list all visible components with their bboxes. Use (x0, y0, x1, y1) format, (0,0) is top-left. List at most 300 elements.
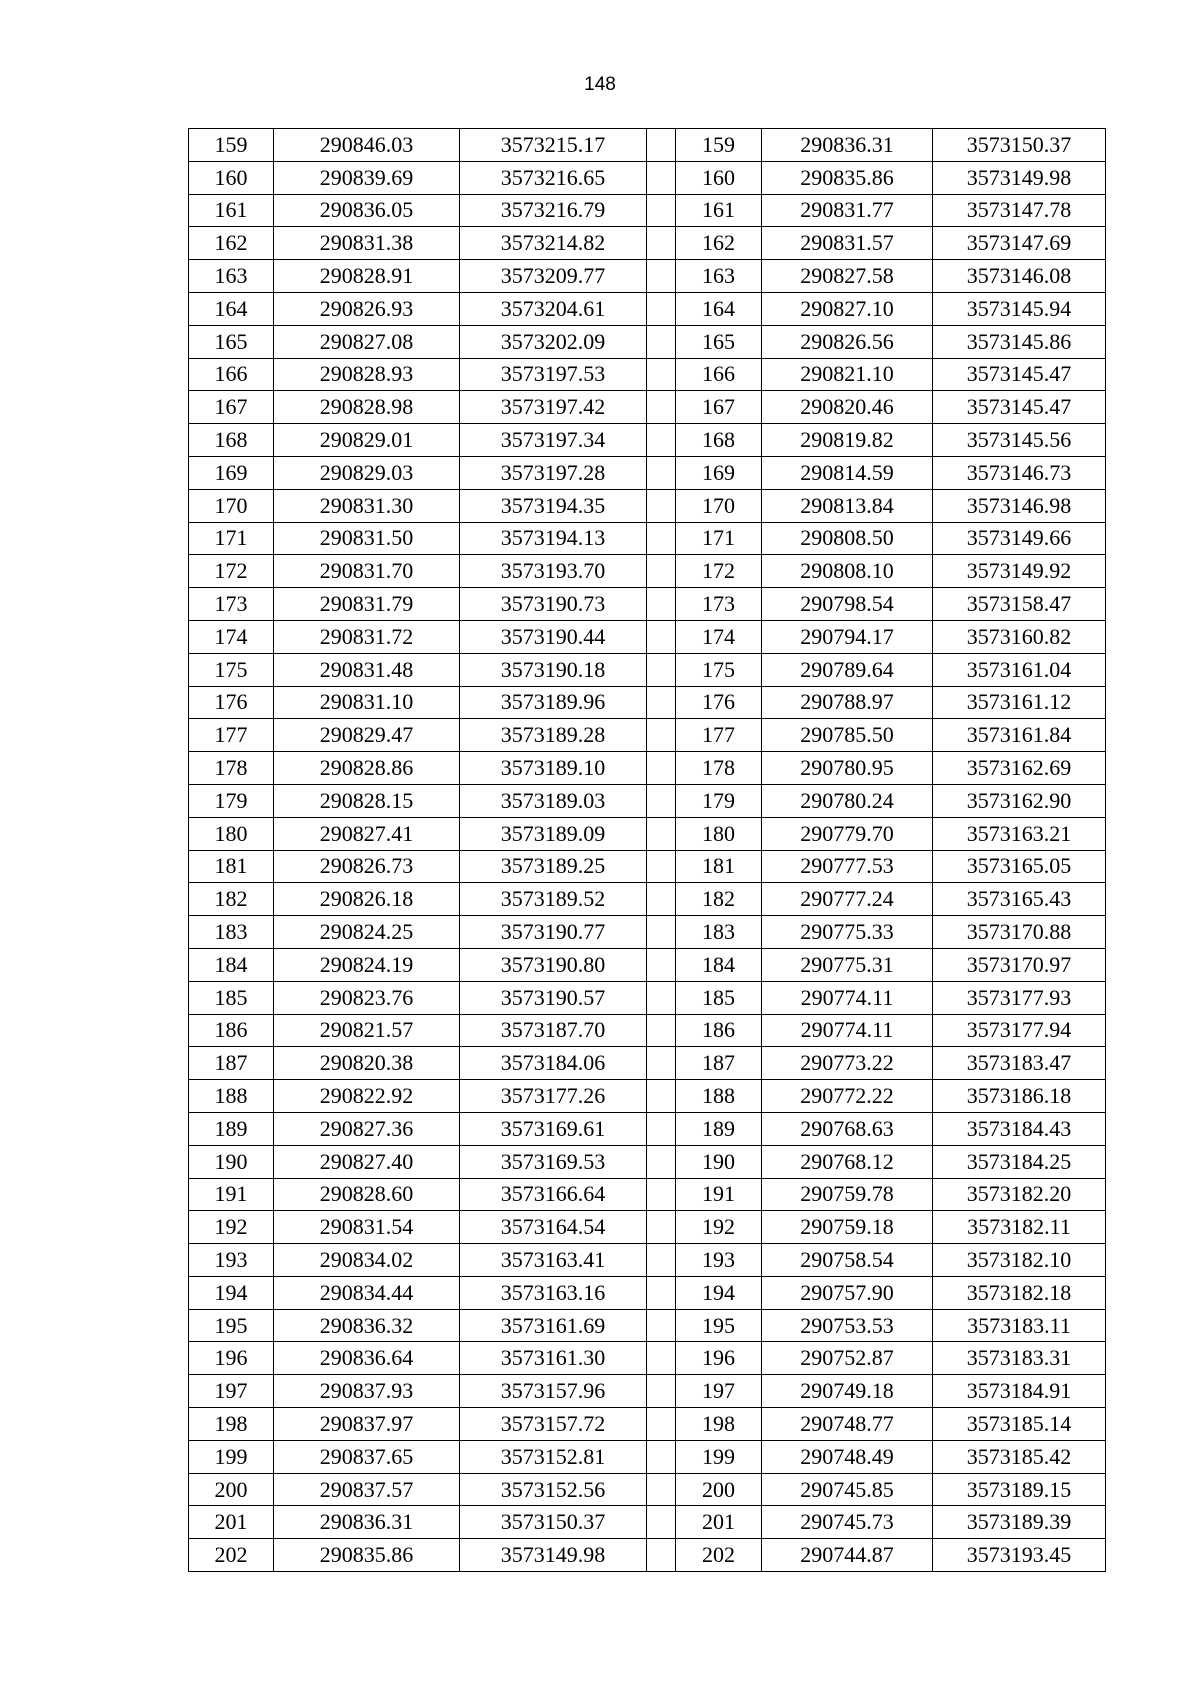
right-x-coordinate-cell: 290788.97 (762, 686, 933, 719)
left-point-number-cell: 170 (189, 489, 274, 522)
left-point-number-cell: 187 (189, 1047, 274, 1080)
right-point-number-cell: 180 (676, 817, 762, 850)
left-point-number-cell: 197 (189, 1375, 274, 1408)
right-x-coordinate-cell: 290831.77 (762, 194, 933, 227)
left-x-coordinate-cell: 290826.18 (274, 883, 460, 916)
spacer-cell (647, 1178, 676, 1211)
spacer-cell (647, 358, 676, 391)
spacer-cell (647, 424, 676, 457)
right-point-number-cell: 159 (676, 129, 762, 162)
left-point-number-cell: 175 (189, 653, 274, 686)
left-y-coordinate-cell: 3573184.06 (460, 1047, 647, 1080)
spacer-cell (647, 489, 676, 522)
left-y-coordinate-cell: 3573194.13 (460, 522, 647, 555)
right-y-coordinate-cell: 3573170.97 (933, 948, 1106, 981)
table-row (189, 1506, 1106, 1539)
table-row (189, 883, 1106, 916)
spacer-cell (647, 129, 676, 162)
right-point-number-cell: 165 (676, 325, 762, 358)
left-point-number-cell: 189 (189, 1112, 274, 1145)
left-x-coordinate-cell: 290836.31 (274, 1506, 460, 1539)
table-row (189, 194, 1106, 227)
spacer-cell (647, 260, 676, 293)
left-point-number-cell: 195 (189, 1309, 274, 1342)
spacer-cell (647, 653, 676, 686)
table-row (189, 1375, 1106, 1408)
left-y-coordinate-cell: 3573161.30 (460, 1342, 647, 1375)
right-point-number-cell: 202 (676, 1539, 762, 1572)
left-point-number-cell: 192 (189, 1211, 274, 1244)
table-row (189, 948, 1106, 981)
coordinates-table (188, 128, 1106, 1572)
left-y-coordinate-cell: 3573177.26 (460, 1080, 647, 1113)
spacer-cell (647, 719, 676, 752)
right-y-coordinate-cell: 3573185.14 (933, 1408, 1106, 1441)
left-x-coordinate-cell: 290835.86 (274, 1539, 460, 1572)
spacer-cell (647, 161, 676, 194)
right-x-coordinate-cell: 290808.10 (762, 555, 933, 588)
left-x-coordinate-cell: 290837.93 (274, 1375, 460, 1408)
left-y-coordinate-cell: 3573150.37 (460, 1506, 647, 1539)
left-x-coordinate-cell: 290827.40 (274, 1145, 460, 1178)
right-y-coordinate-cell: 3573189.39 (933, 1506, 1106, 1539)
table-row (189, 752, 1106, 785)
right-y-coordinate-cell: 3573184.43 (933, 1112, 1106, 1145)
table-row (189, 1473, 1106, 1506)
right-y-coordinate-cell: 3573165.43 (933, 883, 1106, 916)
table-row (189, 1145, 1106, 1178)
right-x-coordinate-cell: 290749.18 (762, 1375, 933, 1408)
spacer-cell (647, 981, 676, 1014)
right-y-coordinate-cell: 3573147.78 (933, 194, 1106, 227)
table-row (189, 325, 1106, 358)
right-x-coordinate-cell: 290780.95 (762, 752, 933, 785)
right-point-number-cell: 184 (676, 948, 762, 981)
table-row (189, 1211, 1106, 1244)
right-x-coordinate-cell: 290768.63 (762, 1112, 933, 1145)
right-x-coordinate-cell: 290745.85 (762, 1473, 933, 1506)
right-y-coordinate-cell: 3573147.69 (933, 227, 1106, 260)
right-y-coordinate-cell: 3573160.82 (933, 620, 1106, 653)
left-x-coordinate-cell: 290836.05 (274, 194, 460, 227)
table-row (189, 358, 1106, 391)
right-point-number-cell: 193 (676, 1244, 762, 1277)
left-point-number-cell: 194 (189, 1276, 274, 1309)
left-point-number-cell: 171 (189, 522, 274, 555)
left-x-coordinate-cell: 290828.15 (274, 784, 460, 817)
right-y-coordinate-cell: 3573145.86 (933, 325, 1106, 358)
right-x-coordinate-cell: 290785.50 (762, 719, 933, 752)
right-y-coordinate-cell: 3573161.84 (933, 719, 1106, 752)
left-x-coordinate-cell: 290829.47 (274, 719, 460, 752)
right-y-coordinate-cell: 3573183.31 (933, 1342, 1106, 1375)
left-point-number-cell: 199 (189, 1440, 274, 1473)
left-point-number-cell: 193 (189, 1244, 274, 1277)
left-y-coordinate-cell: 3573190.73 (460, 588, 647, 621)
table-row (189, 620, 1106, 653)
right-point-number-cell: 167 (676, 391, 762, 424)
table-row (189, 1244, 1106, 1277)
table-row (189, 555, 1106, 588)
left-x-coordinate-cell: 290827.36 (274, 1112, 460, 1145)
right-y-coordinate-cell: 3573145.94 (933, 292, 1106, 325)
left-x-coordinate-cell: 290829.03 (274, 456, 460, 489)
left-y-coordinate-cell: 3573197.34 (460, 424, 647, 457)
right-x-coordinate-cell: 290813.84 (762, 489, 933, 522)
left-y-coordinate-cell: 3573163.16 (460, 1276, 647, 1309)
spacer-cell (647, 1440, 676, 1473)
right-y-coordinate-cell: 3573149.98 (933, 161, 1106, 194)
left-x-coordinate-cell: 290831.50 (274, 522, 460, 555)
left-x-coordinate-cell: 290834.02 (274, 1244, 460, 1277)
right-y-coordinate-cell: 3573177.94 (933, 1014, 1106, 1047)
right-y-coordinate-cell: 3573186.18 (933, 1080, 1106, 1113)
right-y-coordinate-cell: 3573163.21 (933, 817, 1106, 850)
left-x-coordinate-cell: 290831.48 (274, 653, 460, 686)
left-point-number-cell: 166 (189, 358, 274, 391)
right-x-coordinate-cell: 290814.59 (762, 456, 933, 489)
right-x-coordinate-cell: 290759.18 (762, 1211, 933, 1244)
left-point-number-cell: 168 (189, 424, 274, 457)
right-x-coordinate-cell: 290774.11 (762, 981, 933, 1014)
left-y-coordinate-cell: 3573190.57 (460, 981, 647, 1014)
table-row (189, 850, 1106, 883)
left-x-coordinate-cell: 290831.30 (274, 489, 460, 522)
right-point-number-cell: 196 (676, 1342, 762, 1375)
left-x-coordinate-cell: 290828.98 (274, 391, 460, 424)
left-y-coordinate-cell: 3573197.42 (460, 391, 647, 424)
right-y-coordinate-cell: 3573189.15 (933, 1473, 1106, 1506)
left-y-coordinate-cell: 3573189.09 (460, 817, 647, 850)
spacer-cell (647, 1309, 676, 1342)
table-row (189, 227, 1106, 260)
right-point-number-cell: 171 (676, 522, 762, 555)
right-y-coordinate-cell: 3573184.91 (933, 1375, 1106, 1408)
page-number: 148 (584, 74, 616, 95)
left-y-coordinate-cell: 3573164.54 (460, 1211, 647, 1244)
right-x-coordinate-cell: 290745.73 (762, 1506, 933, 1539)
spacer-cell (647, 1014, 676, 1047)
left-point-number-cell: 163 (189, 260, 274, 293)
right-point-number-cell: 183 (676, 916, 762, 949)
table-row (189, 1276, 1106, 1309)
right-point-number-cell: 189 (676, 1112, 762, 1145)
right-point-number-cell: 178 (676, 752, 762, 785)
right-x-coordinate-cell: 290758.54 (762, 1244, 933, 1277)
table-row (189, 1440, 1106, 1473)
right-x-coordinate-cell: 290772.22 (762, 1080, 933, 1113)
right-y-coordinate-cell: 3573162.90 (933, 784, 1106, 817)
table-row (189, 522, 1106, 555)
left-y-coordinate-cell: 3573189.03 (460, 784, 647, 817)
left-x-coordinate-cell: 290831.72 (274, 620, 460, 653)
spacer-cell (647, 686, 676, 719)
right-y-coordinate-cell: 3573149.92 (933, 555, 1106, 588)
right-y-coordinate-cell: 3573182.18 (933, 1276, 1106, 1309)
left-x-coordinate-cell: 290831.79 (274, 588, 460, 621)
table-row (189, 1080, 1106, 1113)
table-row (189, 161, 1106, 194)
left-point-number-cell: 173 (189, 588, 274, 621)
left-y-coordinate-cell: 3573209.77 (460, 260, 647, 293)
right-x-coordinate-cell: 290821.10 (762, 358, 933, 391)
left-x-coordinate-cell: 290837.65 (274, 1440, 460, 1473)
table-row (189, 260, 1106, 293)
right-y-coordinate-cell: 3573145.47 (933, 391, 1106, 424)
table-row (189, 981, 1106, 1014)
left-y-coordinate-cell: 3573189.52 (460, 883, 647, 916)
left-point-number-cell: 184 (189, 948, 274, 981)
spacer-cell (647, 391, 676, 424)
spacer-cell (647, 588, 676, 621)
right-y-coordinate-cell: 3573158.47 (933, 588, 1106, 621)
right-y-coordinate-cell: 3573161.12 (933, 686, 1106, 719)
left-point-number-cell: 179 (189, 784, 274, 817)
right-x-coordinate-cell: 290794.17 (762, 620, 933, 653)
left-x-coordinate-cell: 290837.97 (274, 1408, 460, 1441)
right-x-coordinate-cell: 290808.50 (762, 522, 933, 555)
right-y-coordinate-cell: 3573145.56 (933, 424, 1106, 457)
spacer-cell (647, 1080, 676, 1113)
left-point-number-cell: 178 (189, 752, 274, 785)
right-point-number-cell: 160 (676, 161, 762, 194)
coordinates-table-body (189, 129, 1106, 1572)
left-x-coordinate-cell: 290827.08 (274, 325, 460, 358)
table-row (189, 1342, 1106, 1375)
spacer-cell (647, 1375, 676, 1408)
left-y-coordinate-cell: 3573166.64 (460, 1178, 647, 1211)
left-y-coordinate-cell: 3573189.25 (460, 850, 647, 883)
left-x-coordinate-cell: 290826.93 (274, 292, 460, 325)
right-x-coordinate-cell: 290775.31 (762, 948, 933, 981)
right-point-number-cell: 198 (676, 1408, 762, 1441)
right-y-coordinate-cell: 3573165.05 (933, 850, 1106, 883)
table-row (189, 1178, 1106, 1211)
right-point-number-cell: 169 (676, 456, 762, 489)
right-point-number-cell: 187 (676, 1047, 762, 1080)
table-row (189, 489, 1106, 522)
right-x-coordinate-cell: 290836.31 (762, 129, 933, 162)
right-point-number-cell: 200 (676, 1473, 762, 1506)
table-row (189, 292, 1106, 325)
right-point-number-cell: 197 (676, 1375, 762, 1408)
left-x-coordinate-cell: 290836.64 (274, 1342, 460, 1375)
right-point-number-cell: 188 (676, 1080, 762, 1113)
right-y-coordinate-cell: 3573170.88 (933, 916, 1106, 949)
table-row (189, 424, 1106, 457)
left-y-coordinate-cell: 3573216.79 (460, 194, 647, 227)
right-point-number-cell: 161 (676, 194, 762, 227)
right-x-coordinate-cell: 290835.86 (762, 161, 933, 194)
left-y-coordinate-cell: 3573157.96 (460, 1375, 647, 1408)
left-x-coordinate-cell: 290823.76 (274, 981, 460, 1014)
right-point-number-cell: 163 (676, 260, 762, 293)
left-point-number-cell: 191 (189, 1178, 274, 1211)
left-x-coordinate-cell: 290821.57 (274, 1014, 460, 1047)
left-y-coordinate-cell: 3573216.65 (460, 161, 647, 194)
right-point-number-cell: 164 (676, 292, 762, 325)
right-point-number-cell: 168 (676, 424, 762, 457)
right-point-number-cell: 170 (676, 489, 762, 522)
left-x-coordinate-cell: 290828.86 (274, 752, 460, 785)
spacer-cell (647, 1244, 676, 1277)
table-row (189, 686, 1106, 719)
right-y-coordinate-cell: 3573162.69 (933, 752, 1106, 785)
spacer-cell (647, 883, 676, 916)
left-y-coordinate-cell: 3573152.81 (460, 1440, 647, 1473)
right-y-coordinate-cell: 3573161.04 (933, 653, 1106, 686)
right-y-coordinate-cell: 3573146.98 (933, 489, 1106, 522)
right-x-coordinate-cell: 290748.77 (762, 1408, 933, 1441)
right-y-coordinate-cell: 3573182.11 (933, 1211, 1106, 1244)
right-x-coordinate-cell: 290752.87 (762, 1342, 933, 1375)
right-y-coordinate-cell: 3573182.20 (933, 1178, 1106, 1211)
right-x-coordinate-cell: 290831.57 (762, 227, 933, 260)
table-row (189, 1408, 1106, 1441)
right-point-number-cell: 190 (676, 1145, 762, 1178)
left-y-coordinate-cell: 3573202.09 (460, 325, 647, 358)
left-y-coordinate-cell: 3573197.53 (460, 358, 647, 391)
left-y-coordinate-cell: 3573204.61 (460, 292, 647, 325)
right-x-coordinate-cell: 290744.87 (762, 1539, 933, 1572)
left-x-coordinate-cell: 290831.70 (274, 555, 460, 588)
left-y-coordinate-cell: 3573215.17 (460, 129, 647, 162)
right-x-coordinate-cell: 290773.22 (762, 1047, 933, 1080)
left-point-number-cell: 172 (189, 555, 274, 588)
right-x-coordinate-cell: 290775.33 (762, 916, 933, 949)
right-y-coordinate-cell: 3573146.08 (933, 260, 1106, 293)
right-point-number-cell: 195 (676, 1309, 762, 1342)
left-y-coordinate-cell: 3573187.70 (460, 1014, 647, 1047)
spacer-cell (647, 1342, 676, 1375)
left-point-number-cell: 198 (189, 1408, 274, 1441)
left-y-coordinate-cell: 3573152.56 (460, 1473, 647, 1506)
right-point-number-cell: 162 (676, 227, 762, 260)
left-y-coordinate-cell: 3573161.69 (460, 1309, 647, 1342)
left-x-coordinate-cell: 290827.41 (274, 817, 460, 850)
right-x-coordinate-cell: 290748.49 (762, 1440, 933, 1473)
left-point-number-cell: 167 (189, 391, 274, 424)
left-x-coordinate-cell: 290839.69 (274, 161, 460, 194)
right-x-coordinate-cell: 290826.56 (762, 325, 933, 358)
spacer-cell (647, 948, 676, 981)
left-y-coordinate-cell: 3573169.61 (460, 1112, 647, 1145)
left-point-number-cell: 181 (189, 850, 274, 883)
right-y-coordinate-cell: 3573182.10 (933, 1244, 1106, 1277)
left-point-number-cell: 196 (189, 1342, 274, 1375)
left-point-number-cell: 180 (189, 817, 274, 850)
right-point-number-cell: 192 (676, 1211, 762, 1244)
right-point-number-cell: 176 (676, 686, 762, 719)
left-x-coordinate-cell: 290837.57 (274, 1473, 460, 1506)
left-y-coordinate-cell: 3573190.80 (460, 948, 647, 981)
table-row (189, 456, 1106, 489)
left-x-coordinate-cell: 290831.54 (274, 1211, 460, 1244)
left-x-coordinate-cell: 290824.25 (274, 916, 460, 949)
right-y-coordinate-cell: 3573145.47 (933, 358, 1106, 391)
left-point-number-cell: 202 (189, 1539, 274, 1572)
left-point-number-cell: 162 (189, 227, 274, 260)
left-point-number-cell: 176 (189, 686, 274, 719)
left-x-coordinate-cell: 290836.32 (274, 1309, 460, 1342)
spacer-cell (647, 817, 676, 850)
left-x-coordinate-cell: 290828.93 (274, 358, 460, 391)
table-row (189, 391, 1106, 424)
left-point-number-cell: 183 (189, 916, 274, 949)
right-y-coordinate-cell: 3573149.66 (933, 522, 1106, 555)
right-x-coordinate-cell: 290768.12 (762, 1145, 933, 1178)
left-y-coordinate-cell: 3573169.53 (460, 1145, 647, 1178)
spacer-cell (647, 1506, 676, 1539)
left-y-coordinate-cell: 3573193.70 (460, 555, 647, 588)
right-point-number-cell: 185 (676, 981, 762, 1014)
left-point-number-cell: 182 (189, 883, 274, 916)
spacer-cell (647, 522, 676, 555)
spacer-cell (647, 1539, 676, 1572)
right-point-number-cell: 179 (676, 784, 762, 817)
table-row (189, 1112, 1106, 1145)
right-point-number-cell: 172 (676, 555, 762, 588)
right-point-number-cell: 182 (676, 883, 762, 916)
right-point-number-cell: 201 (676, 1506, 762, 1539)
left-point-number-cell: 186 (189, 1014, 274, 1047)
right-y-coordinate-cell: 3573185.42 (933, 1440, 1106, 1473)
left-y-coordinate-cell: 3573157.72 (460, 1408, 647, 1441)
right-y-coordinate-cell: 3573146.73 (933, 456, 1106, 489)
left-point-number-cell: 201 (189, 1506, 274, 1539)
left-point-number-cell: 190 (189, 1145, 274, 1178)
table-row (189, 817, 1106, 850)
spacer-cell (647, 555, 676, 588)
left-x-coordinate-cell: 290829.01 (274, 424, 460, 457)
right-point-number-cell: 173 (676, 588, 762, 621)
spacer-cell (647, 1473, 676, 1506)
spacer-cell (647, 325, 676, 358)
right-y-coordinate-cell: 3573183.11 (933, 1309, 1106, 1342)
right-x-coordinate-cell: 290759.78 (762, 1178, 933, 1211)
right-point-number-cell: 199 (676, 1440, 762, 1473)
right-x-coordinate-cell: 290779.70 (762, 817, 933, 850)
spacer-cell (647, 1145, 676, 1178)
left-y-coordinate-cell: 3573190.44 (460, 620, 647, 653)
right-y-coordinate-cell: 3573177.93 (933, 981, 1106, 1014)
spacer-cell (647, 227, 676, 260)
right-x-coordinate-cell: 290774.11 (762, 1014, 933, 1047)
right-y-coordinate-cell: 3573184.25 (933, 1145, 1106, 1178)
right-x-coordinate-cell: 290777.24 (762, 883, 933, 916)
right-x-coordinate-cell: 290789.64 (762, 653, 933, 686)
right-point-number-cell: 181 (676, 850, 762, 883)
left-point-number-cell: 200 (189, 1473, 274, 1506)
right-point-number-cell: 194 (676, 1276, 762, 1309)
right-point-number-cell: 174 (676, 620, 762, 653)
left-y-coordinate-cell: 3573214.82 (460, 227, 647, 260)
right-y-coordinate-cell: 3573193.45 (933, 1539, 1106, 1572)
left-x-coordinate-cell: 290834.44 (274, 1276, 460, 1309)
right-point-number-cell: 191 (676, 1178, 762, 1211)
table-row (189, 916, 1106, 949)
left-y-coordinate-cell: 3573163.41 (460, 1244, 647, 1277)
left-point-number-cell: 174 (189, 620, 274, 653)
left-x-coordinate-cell: 290824.19 (274, 948, 460, 981)
left-y-coordinate-cell: 3573189.10 (460, 752, 647, 785)
left-y-coordinate-cell: 3573197.28 (460, 456, 647, 489)
right-x-coordinate-cell: 290780.24 (762, 784, 933, 817)
spacer-cell (647, 456, 676, 489)
left-x-coordinate-cell: 290828.91 (274, 260, 460, 293)
left-x-coordinate-cell: 290831.38 (274, 227, 460, 260)
table-row (189, 653, 1106, 686)
